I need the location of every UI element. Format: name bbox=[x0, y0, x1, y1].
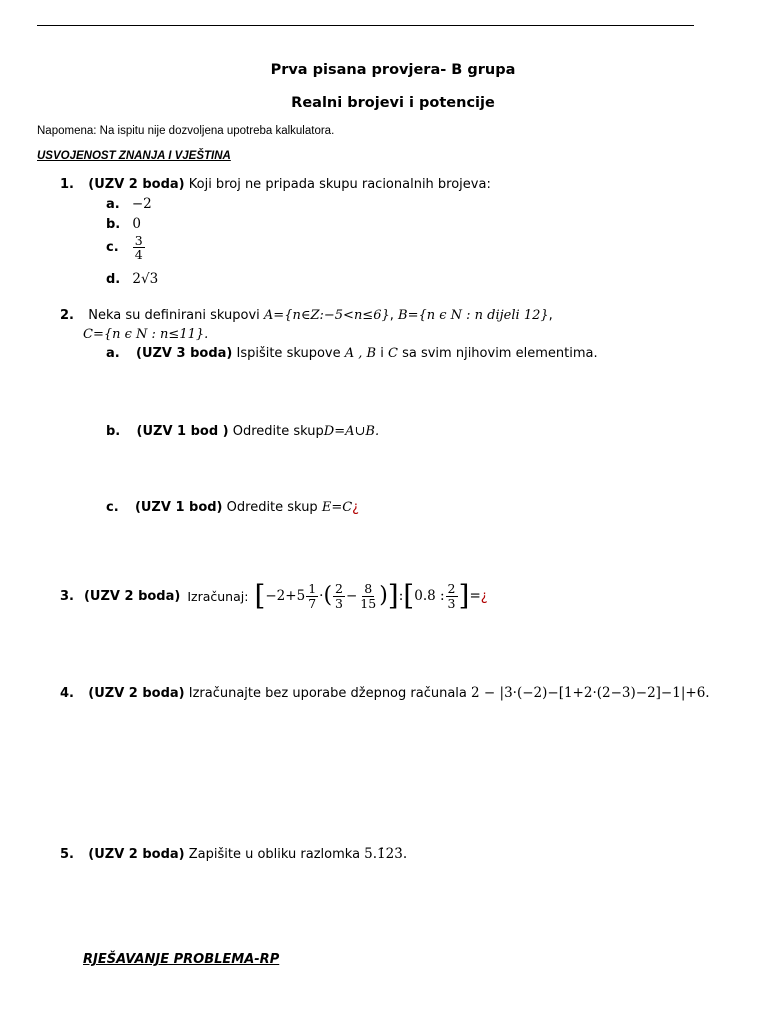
option-c bbox=[106, 234, 146, 261]
page-title: Prva pisana provjera- B grupa bbox=[270, 62, 516, 78]
exam-note: Napomena: Na ispitu nije dozvoljena upotreba kalkulatora. bbox=[37, 125, 335, 137]
page-subtitle: Realni brojevi i potencije bbox=[291, 95, 495, 111]
set-a: A={n∈Z:−5<n≤6} bbox=[263, 308, 390, 323]
set-c: C={n ϵ N : n≤11}. bbox=[83, 327, 209, 342]
option-d bbox=[106, 271, 158, 287]
question-4: 4. (UZV 2 boda) Izračunajte bez uporabe džepnog računala 2 − |3·(−2)−[1+2·(2−3)−2]−1|+6. bbox=[60, 685, 710, 701]
option-a bbox=[106, 196, 152, 212]
set-b: B={n ϵ N : n dijeli 12} bbox=[398, 308, 549, 323]
option-letter: a. bbox=[106, 197, 120, 212]
top-rule bbox=[37, 25, 694, 26]
question-points: (UZV 2 boda) bbox=[88, 177, 185, 192]
option-letter: d. bbox=[106, 272, 121, 287]
option-value: 0 bbox=[132, 216, 141, 232]
option-b bbox=[106, 216, 141, 232]
question-5: 5. (UZV 2 boda) Zapišite u obliku razlomka 5.1̇23̇. bbox=[60, 846, 408, 862]
question-2b: b. (UZV 1 bod ) Odredite skupD=A∪B. bbox=[106, 424, 380, 439]
question-text: Koji broj ne pripada skupu racionalnih brojeva: bbox=[188, 177, 491, 192]
question-2a: a. (UZV 3 boda) Ispišite skupove A , B i C sa svim njihovim elementima. bbox=[106, 346, 598, 361]
question-2: 2. Neka su definirani skupovi A={n∈Z:−5<n≤6}, B={n ϵ N : n dijeli 12}, bbox=[60, 308, 553, 323]
question-text: Neka su definirani skupovi bbox=[88, 308, 260, 323]
option-fraction: $\frac{3}{4}$ bbox=[134, 233, 143, 263]
question-2c: c. (UZV 1 bod) Odredite skup E=C¿ bbox=[106, 500, 360, 515]
question-3: 3. (UZV 2 boda) Izračunaj: [ −2+5 $\frac{1}{7}$ · ( $\frac{2}{3}$ − $\frac{8}{15}$ ) ] : [ 0.8 : $\frac{2}{3}$ ] = ¿ bbox=[60, 579, 488, 612]
question-1 bbox=[60, 177, 491, 192]
option-letter: c. bbox=[106, 240, 119, 256]
option-value: −2 bbox=[131, 196, 152, 212]
question-number: 2. bbox=[60, 308, 74, 323]
question-number: 1. bbox=[60, 177, 74, 192]
option-letter: b. bbox=[106, 217, 121, 232]
section-heading-knowledge: USVOJENOST ZNANJA I VJEŠTINA bbox=[37, 150, 231, 162]
option-value: 2√3 bbox=[132, 271, 159, 287]
section-heading-problem-solving: RJEŠAVANJE PROBLEMA-RP bbox=[83, 952, 280, 967]
